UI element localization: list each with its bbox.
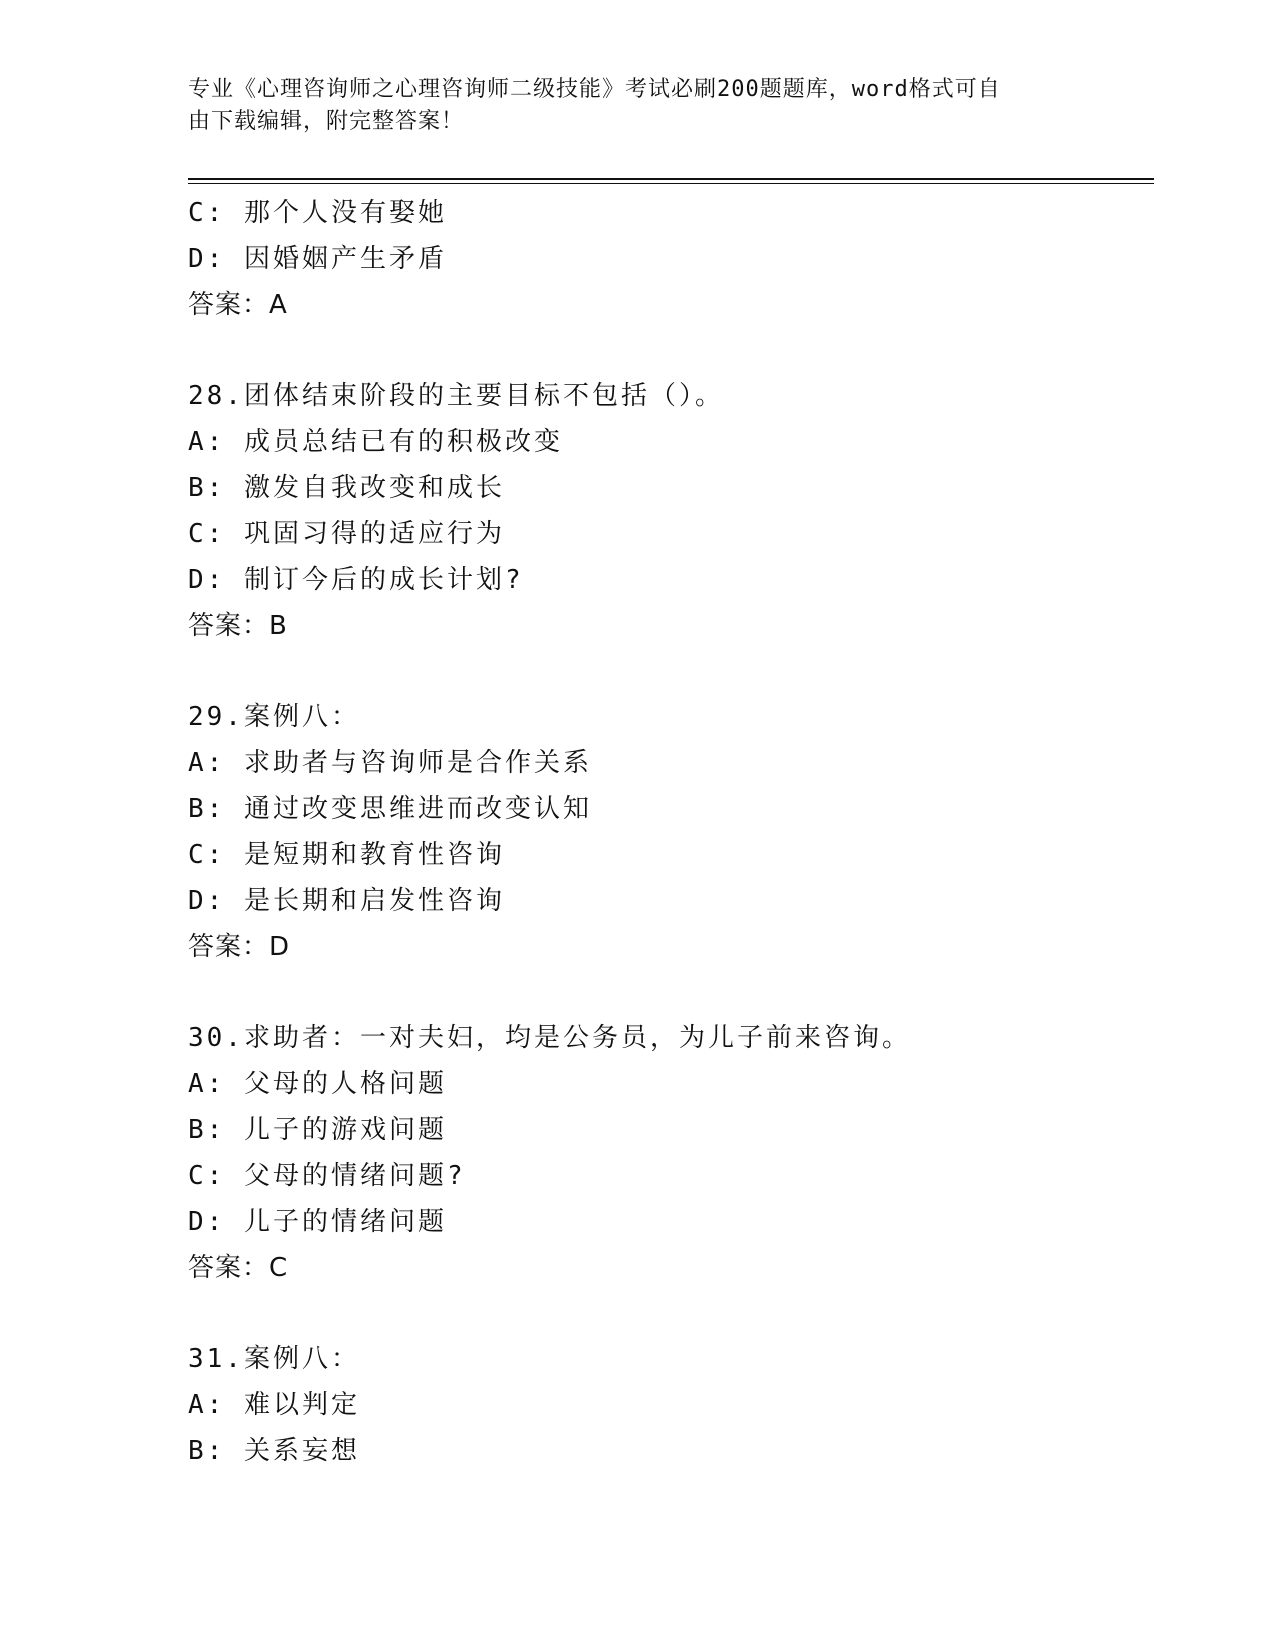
header-rule-thin [188, 183, 1154, 184]
question-list [188, 190, 1154, 1474]
option-b: B: 通过改变思维进而改变认知 [188, 794, 592, 824]
option-b: B: 激发自我改变和成长 [188, 473, 505, 503]
question-27-tail [188, 190, 1154, 328]
option-d: D: 因婚姻产生矛盾 [188, 244, 447, 274]
question-stem: 31.案例八： [188, 1344, 360, 1374]
question-30 [188, 1015, 1154, 1291]
option-d: D: 制订今后的成长计划? [188, 565, 524, 595]
answer: 答案：D [188, 932, 291, 962]
option-d: D: 儿子的情绪问题 [188, 1207, 447, 1237]
option-a: A: 难以判定 [188, 1390, 360, 1420]
question-29 [188, 694, 1154, 970]
question-stem: 30.求助者：一对夫妇，均是公务员，为儿子前来咨询。 [188, 1023, 911, 1053]
question-28 [188, 373, 1154, 649]
answer: 答案：B [188, 611, 288, 641]
question-stem: 28.团体结束阶段的主要目标不包括（）。 [188, 381, 724, 411]
option-a: A: 成员总结已有的积极改变 [188, 427, 563, 457]
option-c: C: 巩固习得的适应行为 [188, 519, 505, 549]
option-c: C: 父母的情绪问题? [188, 1161, 466, 1191]
option-b: B: 儿子的游戏问题 [188, 1115, 447, 1145]
answer: 答案：A [188, 290, 288, 320]
option-c: C: 那个人没有娶她 [188, 198, 447, 228]
option-b: B: 关系妄想 [188, 1436, 360, 1466]
document-header [188, 74, 1068, 138]
header-rule-thick [188, 178, 1154, 180]
question-stem: 29.案例八： [188, 702, 360, 732]
answer: 答案：C [188, 1253, 289, 1283]
option-a: A: 求助者与咨询师是合作关系 [188, 748, 592, 778]
header-line-1: 专业《心理咨询师之心理咨询师二级技能》考试必刷200题题库，word格式可自 [188, 77, 1001, 102]
header-line-2: 由下载编辑，附完整答案！ [188, 109, 465, 134]
option-d: D: 是长期和启发性咨询 [188, 886, 505, 916]
question-31 [188, 1336, 1154, 1474]
option-a: A: 父母的人格问题 [188, 1069, 447, 1099]
option-c: C: 是短期和教育性咨询 [188, 840, 505, 870]
